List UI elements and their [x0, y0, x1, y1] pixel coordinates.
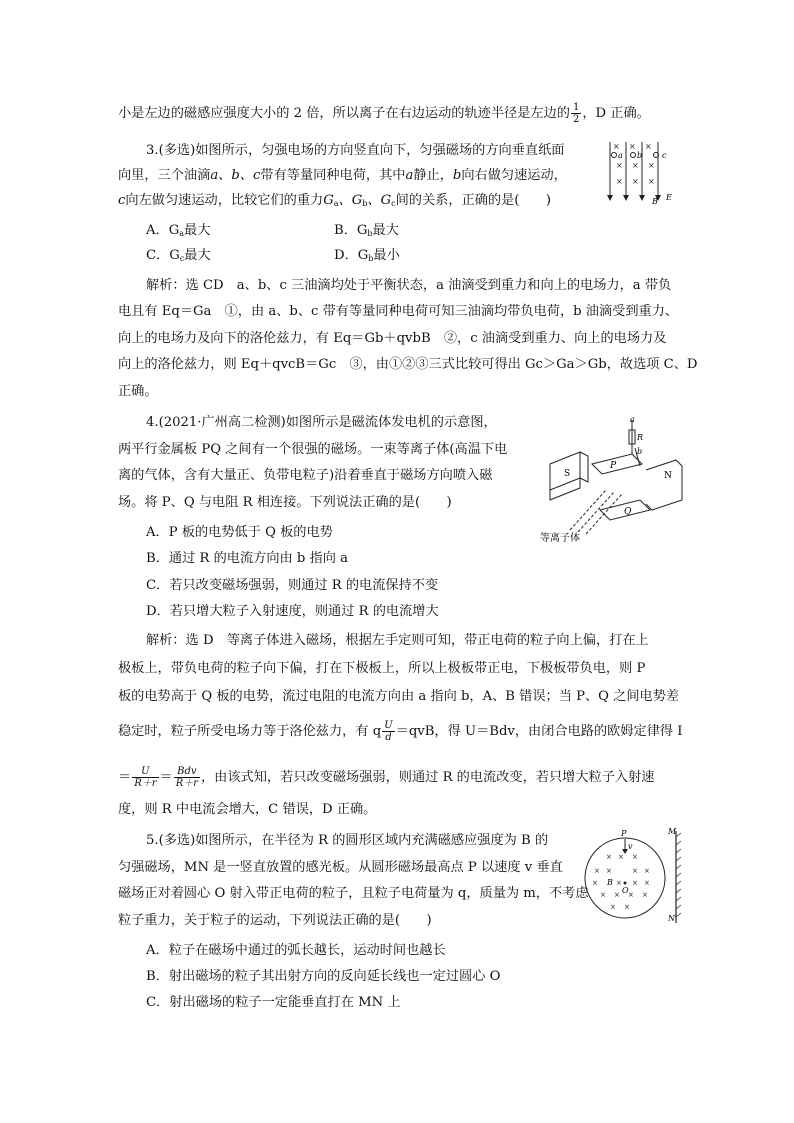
label-R: R — [637, 433, 644, 442]
label-P: P — [621, 829, 627, 838]
text-run: 最大 — [184, 223, 211, 238]
q4-option-b: B．通过 R 的电流方向由 b 指向 a — [146, 551, 348, 566]
q3-field-diagram — [604, 140, 682, 206]
figure-caption: 等离子体 — [540, 533, 580, 544]
q4-option-a: A．P 板的电势低于 Q 板的电势 — [146, 525, 333, 540]
label-b: b — [637, 151, 643, 160]
q4-solution-line-2: 极板上，带负电荷的粒子向下偏，打在下极板上，所以上极板带正电，下极板带负电，则 P — [118, 661, 646, 676]
q4-solution-line-1: 解析：选 D 等离子体进入磁场，根据左手定则可知，带正电荷的粒子向上偏，打在上 — [146, 633, 649, 648]
text-run: D．G — [334, 248, 369, 263]
svg-text:×: × — [606, 867, 612, 875]
label-B: B — [652, 197, 658, 206]
magnetic-crosses — [592, 853, 650, 911]
svg-text:×: × — [632, 879, 638, 887]
fraction — [132, 766, 158, 789]
label-N: N — [668, 914, 675, 923]
label-B: B — [607, 878, 613, 887]
q5-option-b: B．射出磁场的粒子其出射方向的反向延长线也一定过圆心 O — [146, 969, 501, 984]
q3-option-b — [334, 222, 399, 240]
svg-text:×: × — [632, 177, 639, 186]
q3-line-2 — [118, 167, 567, 185]
q3-solution-line-2: 电且有 Eq＝Ga ①，由 a、b、c 带有等量同种电荷可知三油滴均带负电荷，b 油滴受到重力、 — [118, 304, 679, 319]
text-run: b — [452, 168, 462, 183]
text-run: a — [405, 168, 414, 183]
svg-text:×: × — [600, 891, 606, 899]
fraction-numerator: U — [132, 766, 158, 778]
q4-line-1: 4.(2021·广州高二检测)如图所示是磁流体发电机的示意图， — [146, 415, 497, 430]
text-run: 静止， — [413, 168, 453, 183]
text-run: 向右做匀速运动， — [461, 168, 567, 183]
text-run: 向里，三个油滴 — [118, 168, 211, 183]
label-a: a — [630, 416, 635, 424]
q3-line-1: 3.(多选)如图所示，匀强电场的方向竖直向下，匀强磁场的方向垂直纸面 — [146, 143, 565, 158]
q4-solution-line-4 — [118, 720, 683, 743]
svg-text:×: × — [632, 161, 639, 170]
text-run: 、G — [367, 193, 392, 208]
label-S: S — [564, 469, 571, 479]
svg-text:×: × — [629, 142, 636, 151]
screen-hatching — [676, 833, 681, 917]
subscript: a — [333, 199, 339, 208]
text-run: 、G — [338, 193, 363, 208]
fraction-denominator: R＋r — [134, 778, 157, 789]
subscript: a — [179, 229, 185, 238]
magnet-s-base — [550, 478, 580, 500]
fraction-numerator: 1 — [572, 102, 580, 113]
text-run: ，由该式知，若只改变磁场强弱，则通过 R 的电流改变，若只增大粒子入射速 — [201, 770, 655, 785]
q4-mhd-svg — [540, 416, 690, 544]
q3-option-c — [146, 247, 211, 265]
fraction-numerator: Bdv — [174, 766, 200, 778]
text-run: 稳定时，粒子所受电场力等于洛伦兹力，有 q — [118, 724, 382, 739]
fraction — [174, 766, 200, 789]
q5-field-svg — [580, 825, 685, 925]
plasma-stream — [570, 490, 622, 534]
fraction-numerator: U — [384, 720, 393, 731]
text-run: B．G — [334, 223, 368, 238]
text-run: c — [118, 193, 126, 208]
center-o — [624, 882, 627, 885]
fraction — [571, 102, 581, 125]
text-run: ＝qvB，得 U＝Bdv，由闭合电路的欧姆定律得 I — [395, 724, 683, 739]
q5-line-1: 5.(多选)如图所示，在半径为 R 的圆形区域内充满磁感应强度为 B 的 — [146, 833, 549, 848]
q4-option-c: C．若只改变磁场强弱，则通过 R 的电流保持不变 — [146, 578, 439, 593]
label-a: a — [618, 151, 623, 160]
q3-option-a — [146, 222, 210, 240]
text-run: 带有等量同种电荷，其中 — [260, 168, 406, 183]
text-run: ＝ — [159, 770, 173, 785]
svg-text:×: × — [613, 142, 620, 151]
svg-text:×: × — [624, 903, 630, 911]
text-line — [118, 102, 650, 125]
subscript: b — [367, 229, 373, 238]
subscript: c — [391, 199, 396, 208]
q5-line-2: 匀强磁场，MN 是一竖直放置的感光板。从圆形磁场最高点 P 以速度 v 垂直 — [118, 860, 563, 875]
q4-line-3: 离的气体，含有大量正、负带电粒子)沿着垂直于磁场方向喷入磁 — [118, 468, 493, 483]
q3-solution-line-5: 正确。 — [118, 384, 158, 399]
fraction — [382, 720, 394, 743]
q3-solution-line-1: 解析：选 CD a、b、c 三油滴均处于平衡状态，a 油滴受到重力和向上的电场力，a 带负 — [146, 278, 672, 293]
label-N: N — [664, 471, 672, 481]
text-run: A．G — [146, 223, 180, 238]
q5-option-c: C．射出磁场的粒子一定能垂直打在 MN 上 — [146, 995, 401, 1010]
text-run: ，D 正确。 — [582, 106, 650, 121]
q4-solution-line-6: 度，则 R 中电流会增大，C 错误，D 正确。 — [118, 802, 377, 817]
plate-p — [592, 454, 642, 474]
q3-solution-line-4: 向上的洛伦兹力，则 Eq＋qvcB＝Gc ③，由①②③三式比较可得出 Gc＞Ga＞Gb，故选项 C、D — [118, 357, 698, 372]
q4-option-d: D．若只增大粒子入射速度，则通过 R 的电流增大 — [146, 604, 439, 619]
q3-option-d — [334, 247, 400, 265]
svg-text:×: × — [606, 853, 612, 861]
subscript: c — [179, 254, 185, 263]
svg-text:×: × — [628, 891, 634, 899]
label-E: E — [666, 193, 672, 202]
svg-text:×: × — [618, 853, 624, 861]
svg-text:×: × — [594, 867, 600, 875]
text-run: 最大 — [372, 223, 399, 238]
q4-mhd-generator-diagram — [540, 416, 690, 544]
svg-text:×: × — [616, 177, 623, 186]
text-run: ＝ — [118, 770, 132, 785]
text-run: C．G — [146, 248, 180, 263]
label-M: M — [668, 827, 677, 836]
label-P: P — [610, 461, 617, 471]
svg-text:×: × — [648, 161, 655, 170]
text-run: a、b、c — [210, 168, 261, 183]
q4-solution-line-5 — [118, 766, 655, 789]
text-run: 小是左边的磁感应强度大小的 2 倍，所以离子在右边运动的轨迹半径是左边的 — [118, 106, 570, 121]
svg-text:×: × — [616, 879, 622, 887]
svg-text:×: × — [614, 891, 620, 899]
svg-text:×: × — [642, 891, 648, 899]
magnet-n — [646, 460, 682, 510]
svg-text:×: × — [632, 867, 638, 875]
q5-option-a: A．粒子在磁场中通过的弧长越长，运动时间也越长 — [146, 943, 446, 958]
label-c: c — [662, 151, 667, 160]
label-v: v — [628, 842, 633, 851]
q5-line-3: 磁场正对着圆心 O 射入带正电荷的粒子，且粒子电荷量为 q，质量为 m，不考虑 — [118, 886, 589, 901]
text-run: 最大 — [184, 248, 211, 263]
svg-text:×: × — [644, 879, 650, 887]
q3-line-3 — [118, 192, 551, 210]
svg-text:×: × — [592, 879, 598, 887]
magnet-s-side — [580, 452, 588, 482]
fraction-denominator: d — [385, 732, 392, 743]
text-run: 最小 — [373, 248, 400, 263]
svg-text:×: × — [632, 853, 638, 861]
text-run: 向左做匀速运动，比较它们的重力 — [125, 193, 324, 208]
svg-text:×: × — [645, 142, 652, 151]
q4-line-2: 两平行金属板 PQ 之间有一个很强的磁场。一束等离子体(高温下电 — [118, 442, 508, 457]
text-run: G — [323, 193, 334, 208]
svg-text:×: × — [610, 903, 616, 911]
droplet-b — [631, 153, 636, 158]
text-run: 间的关系，正确的是( ) — [395, 193, 551, 208]
q4-solution-line-3: 板的电势高于 Q 板的电势，流过电阻的电流方向由 a 指向 b，A、B 错误；当 P、Q 之间电势差 — [118, 689, 680, 704]
svg-text:×: × — [644, 867, 650, 875]
fraction-denominator: 2 — [572, 114, 580, 125]
q3-field-svg — [604, 140, 682, 206]
svg-text:×: × — [648, 177, 655, 186]
magnetic-crosses — [613, 142, 655, 186]
subscript: b — [368, 254, 374, 263]
q5-line-4: 粒子重力，关于粒子的运动，下列说法正确的是( ) — [118, 913, 432, 928]
label-b: b — [637, 447, 643, 456]
label-Q: Q — [624, 507, 632, 517]
droplet-a — [612, 153, 617, 158]
q5-circular-field-diagram — [580, 825, 685, 925]
q4-line-4: 场。将 P、Q 与电阻 R 相连接。下列说法正确的是( ) — [118, 495, 452, 510]
q3-solution-line-3: 向上的电场力及向下的洛伦兹力，有 Eq＝Gb＋qvbB ②，c 油滴受到重力、向上的电场力及 — [118, 331, 667, 346]
subscript: b — [362, 199, 368, 208]
label-O: O — [622, 886, 629, 895]
svg-text:×: × — [616, 161, 623, 170]
fraction-denominator: R＋r — [175, 778, 198, 789]
